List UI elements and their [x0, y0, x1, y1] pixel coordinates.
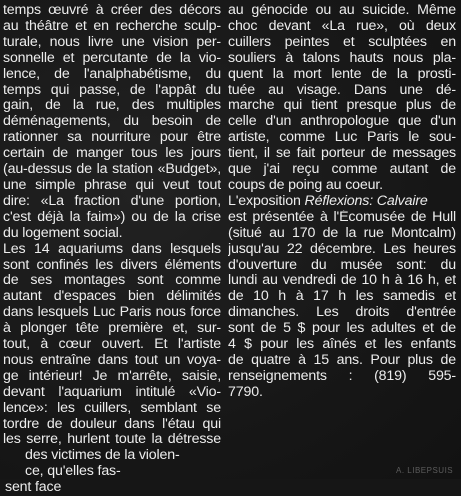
text-line: certain de manger tous les jours	[3, 146, 221, 162]
text-line: choc devant «La rue», où deux	[228, 18, 456, 34]
text-line: (situé au 170 de la rue Montcalm)	[228, 225, 456, 241]
text-line: du logement social.	[3, 225, 123, 241]
text-line: de quatre à 15 ans. Pour plus de	[228, 352, 456, 368]
text-line: quent la mort lente de la prosti-	[228, 66, 456, 82]
text-line: dans lesquels Luc Paris nous force	[3, 305, 221, 321]
text-line: une simple phrase qui veut tout	[3, 177, 221, 193]
text-line: souliers à talons hauts nous pla-	[228, 50, 456, 66]
text-line: nous entraîne dans tout un voya-	[3, 352, 221, 368]
text-line: sent face	[5, 480, 62, 496]
text-line: des victimes de la violen-	[25, 448, 180, 464]
text-line: c'est déjà la faim») ou de la crise	[3, 209, 221, 225]
text-line: dire: «La fraction d'une portion,	[3, 193, 221, 209]
text-line: de 10 h à 17 h les samedis et	[228, 289, 456, 305]
text-line: autant d'espaces bien délimités	[3, 289, 221, 305]
text-line: au théâtre et en recherche sculp-	[3, 18, 221, 34]
text-line: sont de 5 $ pour les adultes et de	[228, 321, 456, 337]
text-line: d'ouverture du musée sont: du	[228, 257, 456, 273]
text-line: est présentée à l'Écomusée de Hull	[228, 209, 456, 225]
text-line: déménagements, du besoin de	[3, 114, 221, 130]
text-line: les serre, hurlent toute la détresse	[3, 432, 221, 448]
text-line: 7790.	[228, 384, 263, 400]
text-line: turale, nous livre une vision per-	[3, 34, 221, 50]
text-line: jusqu'au 22 décembre. Les heures	[228, 241, 456, 257]
exhibition-title: Réflexions: Calvaire	[304, 193, 428, 209]
text-line: tout, à cœur ouvert. Et l'artiste	[3, 337, 221, 353]
text-line: que j'ai reçu comme autant de	[228, 162, 456, 178]
text-line: dimanches. Les droits d'entrée	[228, 305, 456, 321]
text-line: ce, qu'elles fas-	[25, 464, 121, 480]
text-line: de ses montages sont comme	[3, 273, 221, 289]
text-line: temps qui passe, de l'appât du	[3, 82, 221, 98]
text-line: cuillers peintes et sculptées en	[228, 34, 456, 50]
text-line: lence, de l'analphabétisme, du	[3, 66, 221, 82]
text-line: marche qui tient presque plus de	[228, 98, 456, 114]
text-line: coups de poing au coeur.	[228, 177, 383, 193]
text-line: celle d'un anthropologue que d'un	[228, 114, 456, 130]
photo-credit-watermark: A. LIBEPSUIS	[396, 466, 454, 475]
text-line: tient, il se fait porteur de messages	[228, 146, 456, 162]
text-line: au génocide ou au suicide. Même	[228, 3, 456, 18]
text-line: gain, de la rue, des multiples	[3, 98, 221, 114]
text-line: Les 14 aquariums dans lesquels	[3, 241, 221, 257]
text-line: 4 $ pour les aînés et les enfants	[228, 337, 456, 353]
text-line: rationner sa nourriture pour être	[3, 130, 221, 146]
text-line: renseignements : (819) 595-	[228, 368, 456, 384]
text-line: devant l'aquarium intitulé «Vio-	[3, 384, 221, 400]
text-line: tordre de douleur dans l'étau qui	[3, 416, 221, 432]
right-column	[228, 3, 456, 401]
text-line: lence»: les cuillers, semblant se	[3, 400, 221, 416]
text-line: tuée au visage. Dans une dé-	[228, 82, 456, 98]
text-line: sonnelle et percutante de la vio-	[3, 50, 221, 66]
text-line: lundi au vendredi de 10 h à 16 h, et	[228, 273, 456, 289]
exhibition-intro: L'exposition	[228, 193, 305, 209]
text-line: à plonger tête première et, sur-	[3, 321, 221, 337]
left-column	[3, 3, 221, 496]
exhibition-line	[228, 194, 456, 210]
text-line: sont confinés les divers éléments	[3, 257, 221, 273]
text-line: (au-dessus de la station «Budget»,	[3, 162, 221, 178]
text-line: artiste, comme Luc Paris le sou-	[228, 130, 456, 146]
text-line: temps œuvré à créer des décors	[3, 3, 221, 18]
text-line: ge intérieur! Je m'arrête, saisie,	[3, 368, 221, 384]
